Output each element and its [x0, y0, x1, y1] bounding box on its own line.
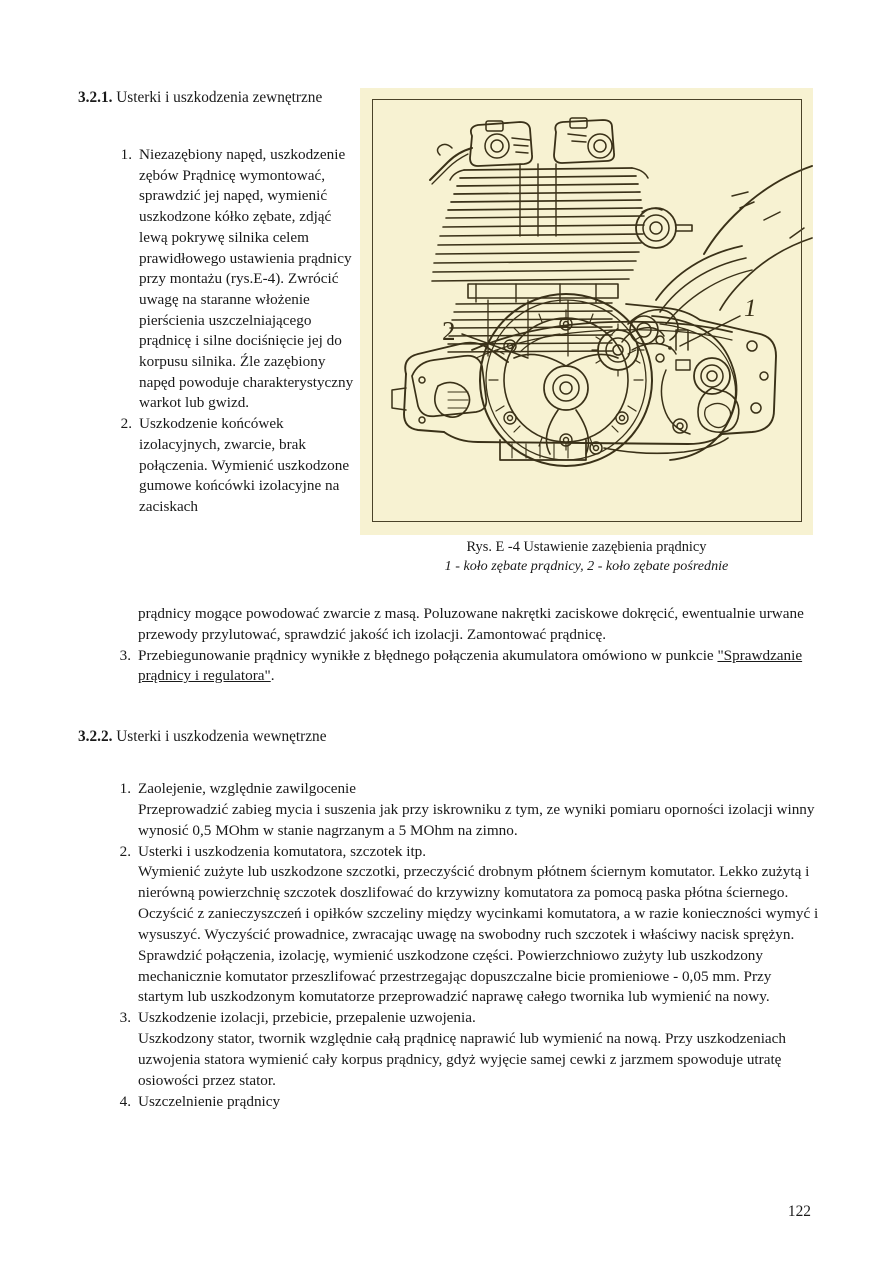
page-number: 122 [787, 1203, 811, 1220]
upper-list-continuation [119, 604, 818, 687]
list-item-line: Uszkodzenie izolacji, przebicie, przepalenie uzwojenia. [138, 1009, 476, 1027]
section-number: 3.2.1. [78, 89, 113, 106]
figure-caption-main: Rys. E -4 Ustawienie zazębienia prądnicy [466, 539, 707, 555]
list-item: Niezazębiony napęd, uszkodzenie zębów Prądnicę wymontować, sprawdzić jej napęd, wymienić uszkodzone kółko zębate, zdjąć lewą pokrywę silnika celem prawidłowego ustawienia prądnicy przy montażu (rys.E-4). Zwrócić uwagę na staranne włożenie pierścienia uszczelniającego prądnicę i silne dociśnięcie jej do korpusu silnika. Źle zazębiony napęd powoduje charakterystyczny warkot lub gwizd. [139, 146, 354, 412]
list-item-text-after: . [270, 667, 275, 685]
list-item-number: 3. [119, 646, 131, 664]
section-heading-3-2-2 [78, 727, 678, 748]
list-item-text-before: Przebiegunowanie prądnicy wynikłe z błędnego połączenia akumulatora omówiono w punkcie [138, 646, 718, 664]
figure-label-2: 2 [442, 316, 456, 346]
list-item [119, 842, 820, 1009]
list-item [119, 779, 820, 842]
list-item-number: 3. [119, 1009, 131, 1027]
section-heading-3-2-1 [78, 88, 346, 109]
cross-reference-link[interactable]: "Sprawdzanie prądnicy i regulatora" [138, 646, 803, 685]
section-number: 3.2.2. [78, 728, 113, 745]
figure-border [372, 99, 802, 522]
list-item-line: Przeprowadzić zabieg mycia i suszenia jak przy iskrowniku z tym, ze wyniki pomiaru oporności izolacji winny wynosić 0,5 MOhm w stanie nagrzanym a 5 MOhm na zimno. [138, 800, 815, 839]
list-item: Uszkodzenie końcówek izolacyjnych, zwarcie, brak połączenia. Wymienić uszkodzone gumowe końcówki izolacyjne na zaciskach [139, 415, 350, 515]
list-item-line: Oczyścić z zanieczyszczeń i opiłków szczeliny między wycinkami komutatora, a w razie konieczności wymyć i wysuszyć. Wyczyścić prowadnice, zwracając uwagę na swobodny ruch szczotek i właściwy nacisk sprężyn. [138, 905, 819, 943]
lower-numbered-list [119, 779, 820, 1113]
list-item [119, 1008, 820, 1091]
figure-label-1: 1 [744, 295, 757, 322]
list-item-number: 1. [119, 780, 131, 797]
list-item-number: 2. [119, 842, 131, 860]
list-item-line: Usterki i uszkodzenia komutatora, szczotek itp. [138, 842, 427, 860]
list-item-number: 4. [119, 1092, 131, 1110]
list-item-line: Sprawdzić połączenia, izolację, wymienić uszkodzone części. Powierzchniowo zużyty lub uszkodzony mechanicznie komutator przeszlifować przestrzegając dopuszczalne bicie promieniowe - 0,05 mm. Przy startym lub uszkodzonym komutatorze przeprowadzić naprawę całego twornika lub wymienić na nowy. [138, 946, 772, 1006]
upper-list-items [108, 145, 356, 518]
list-item-line: Uszkodzony stator, twornik względnie całą prądnicę naprawić lub wymienić na nową. Przy uszkodzeniach uzwojenia statora wymienić cały korpus prądnicy, gdyż wyjęcie samej cewki z jarzmem spowoduje utratę osiowości przez stator. [138, 1030, 787, 1089]
continuation-paragraph: prądnicy mogące powodować zwarcie z masą. Poluzowane nakrętki zaciskowe dokręcić, ewentualnie urwane przewody przylutować, sprawdzić jakość ich izolacji. Zamontować prądnicę. [138, 605, 804, 643]
figure-caption [360, 538, 813, 575]
figure-caption-sub: 1 - koło zębate prądnicy, 2 - koło zębate pośrednie [444, 557, 729, 574]
list-item-3 [119, 646, 818, 688]
list-item-line: Uszczelnienie prądnicy [138, 1092, 281, 1110]
section-title: Usterki i uszkodzenia zewnętrzne [112, 89, 323, 106]
list-item-line: Wymienić zużyte lub uszkodzone szczotki, przeczyścić drobnym płótnem ściernym komutator. Lekko zużytą i nierówną powierzchnię szczotek doszlifować do krzywizny komutatora za pomocą paska płótna ściernego. [138, 863, 810, 902]
list-item-line: Zaolejenie, względnie zawilgocenie [138, 780, 357, 797]
list-item [119, 1092, 820, 1113]
upper-numbered-list [108, 145, 356, 518]
section-title: Usterki i uszkodzenia wewnętrzne [112, 728, 327, 745]
figure-e4 [360, 88, 813, 535]
